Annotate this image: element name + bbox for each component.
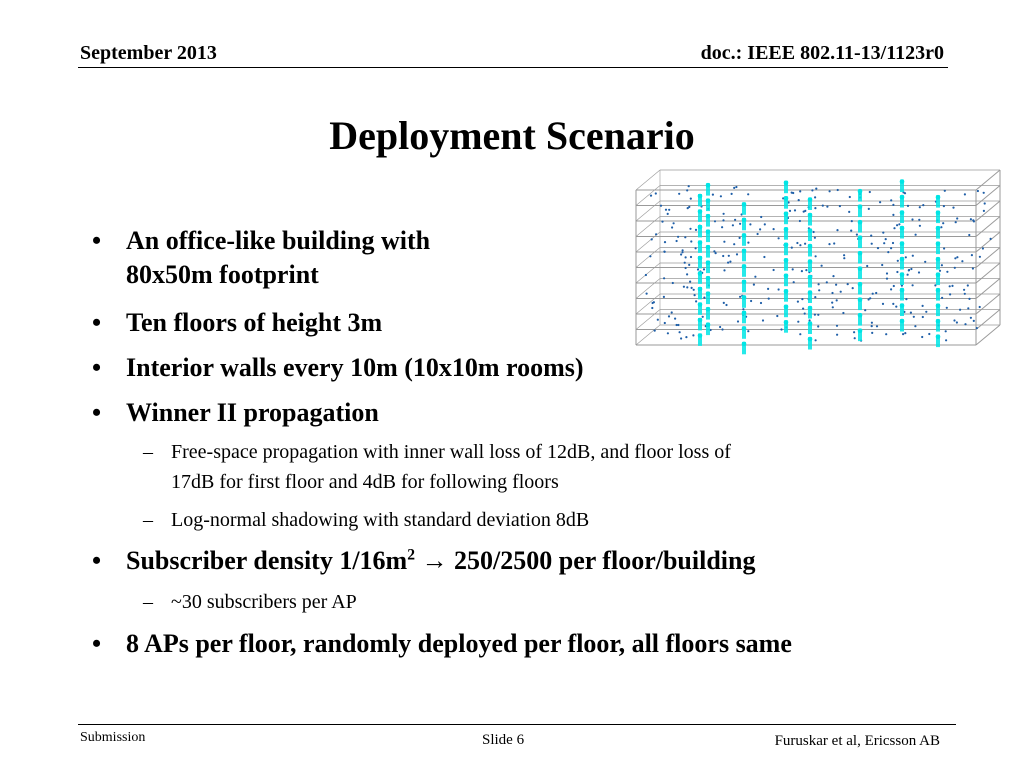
footer-authors: Furuskar et al, Ericsson AB bbox=[774, 733, 940, 749]
sub-bullet-wall-loss-line1: Free-space propagation with inner wall loss of 12dB, and floor loss of bbox=[171, 441, 731, 463]
slide-title: Deployment Scenario bbox=[329, 113, 695, 158]
bullet-density-text bbox=[126, 544, 755, 578]
header-date: September 2013 bbox=[80, 42, 217, 64]
density-text-b: 250/2500 per floor/building bbox=[454, 546, 756, 575]
bullet-building-line2: 80x50m footprint bbox=[126, 260, 319, 289]
sub-bullet-dash: – bbox=[143, 591, 153, 613]
bullet-aps-text: 8 APs per floor, randomly deployed per floor, all floors same bbox=[126, 629, 792, 658]
sub-bullet-dash: – bbox=[143, 509, 153, 531]
sub-bullet-wall-loss-text bbox=[171, 437, 731, 497]
footer-rule bbox=[78, 724, 956, 725]
density-text-a: Subscriber density 1/16m bbox=[126, 546, 408, 575]
bullet-dot: • bbox=[92, 629, 102, 658]
bullet-walls-text: Interior walls every 10m (10x10m rooms) bbox=[126, 353, 584, 382]
bullet-dot: • bbox=[92, 308, 102, 337]
header-doc-id: doc.: IEEE 802.11-13/1123r0 bbox=[700, 42, 944, 64]
right-arrow-icon: → bbox=[421, 546, 448, 575]
bullet-propagation-text: Winner II propagation bbox=[126, 398, 379, 427]
sub-bullet-shadowing-text: Log-normal shadowing with standard deviation 8dB bbox=[171, 509, 590, 531]
density-superscript: 2 bbox=[407, 546, 416, 564]
footer-submission: Submission bbox=[80, 730, 146, 745]
bullet-dot: • bbox=[92, 398, 102, 427]
bullet-floors-text: Ten floors of height 3m bbox=[126, 308, 383, 337]
bullet-building-text bbox=[126, 224, 430, 292]
bullet-building-line1: An office-like building with bbox=[126, 226, 431, 255]
sub-bullet-subscribers-per-ap-text: ~30 subscribers per AP bbox=[171, 591, 357, 613]
bullet-dot: • bbox=[92, 546, 102, 575]
footer-slide-number: Slide 6 bbox=[482, 732, 525, 748]
sub-bullet-wall-loss-line2: 17dB for first floor and 4dB for following floors bbox=[171, 471, 559, 493]
bullet-dot: • bbox=[92, 226, 102, 255]
bullet-dot: • bbox=[92, 353, 102, 382]
sub-bullet-dash: – bbox=[143, 441, 153, 463]
